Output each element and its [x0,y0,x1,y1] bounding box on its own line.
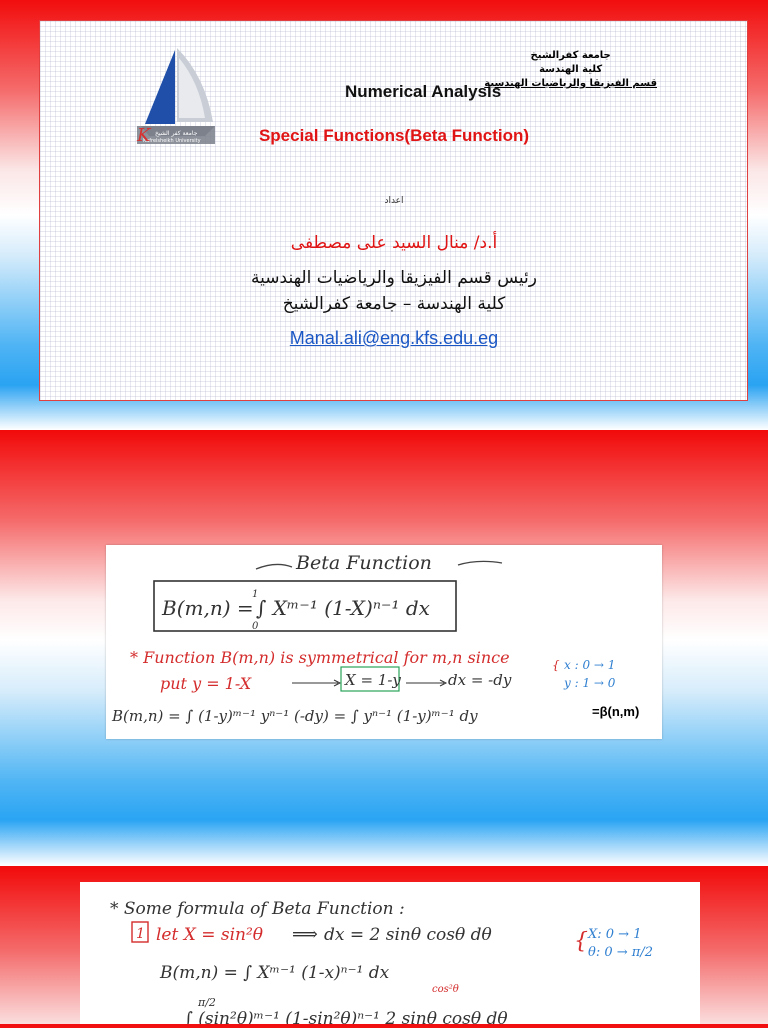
formulas-heading: * Some formula of Beta Function : [110,899,405,919]
symmetry-result: =β(n,m) [592,704,640,719]
lecture-subtitle: Special Functions(Beta Function) [258,126,530,145]
svg-text:⟹: ⟹ [292,924,318,945]
upper-limit: 1 [252,589,259,600]
beta-formulas-slide [80,882,700,1024]
author-affiliation: كلية الهندسة – جامعة كفرالشيخ [282,294,506,314]
svg-text:K: K [137,125,151,146]
lower-limit: 0 [252,621,259,632]
prepared-by-label: اعداد [384,196,404,206]
let-line: let X = sin²θ [156,925,264,945]
beta-heading: Beta Function [296,552,432,574]
handwritten-formulas [80,882,700,1024]
derivation: B(m,n) = ∫ (1-y)ᵐ⁻¹ yⁿ⁻¹ (-dy) = ∫ yⁿ⁻¹ (1-y)ᵐ⁻¹ dy [112,707,478,725]
handwritten-notes [106,545,662,739]
beta-line: B(m,n) = ∫ Xᵐ⁻¹ (1-x)ⁿ⁻¹ dx [160,963,390,983]
beta-definition-slide [106,545,662,739]
faculty-name: كلية الهندسة [539,64,603,75]
logo-text-en: Kafrelsheikh University [143,138,201,144]
definition-rhs: ∫ Xᵐ⁻¹ (1-X)ⁿ⁻¹ dx [256,596,430,620]
limit-map-theta: θ: 0 → π/2 [588,945,653,960]
differential: dx = -dy [448,671,512,689]
logo-text-ar: جامعة كفر الشيخ [155,130,198,137]
svg-text:{: { [552,658,560,672]
boxed-substitution: X = 1-y [345,671,401,689]
partial-line: ∫ (sin²θ)ᵐ⁻¹ (1-sin²θ)ⁿ⁻¹ 2 sinθ cosθ dθ [184,1009,508,1024]
cos-note: cos²θ [432,984,459,995]
limit-map-x: x : 0 → 1 [564,658,616,672]
dx-line: dx = 2 sinθ cosθ dθ [324,925,492,945]
author-name: أ.د/ منال السيد على مصطفى [290,233,498,253]
item-number: 1 [136,926,145,942]
university-name: جامعة كفرالشيخ [530,50,611,61]
svg-text:{: { [574,929,588,954]
university-header [484,49,657,91]
symmetry-note: * Function B(m,n) is symmetrical for m,n since [130,648,510,667]
substitution: put y = 1-X [160,674,252,693]
limit-map-x: X: 0 → 1 [588,927,642,942]
author-position: رئيس قسم الفيزيقا والرياضيات الهندسية [251,268,537,288]
limit-map-y: y : 1 → 0 [564,676,616,690]
department-name: قسم الفيزيقا والرياضيات الهندسية [484,78,657,89]
definition-lhs: B(m,n) = [162,596,254,620]
course-title: Numerical Analysis [345,82,502,101]
upper-limit-pi: π/2 [198,996,216,1009]
author-email-link[interactable]: Manal.ali@eng.kfs.edu.eg [289,328,499,348]
